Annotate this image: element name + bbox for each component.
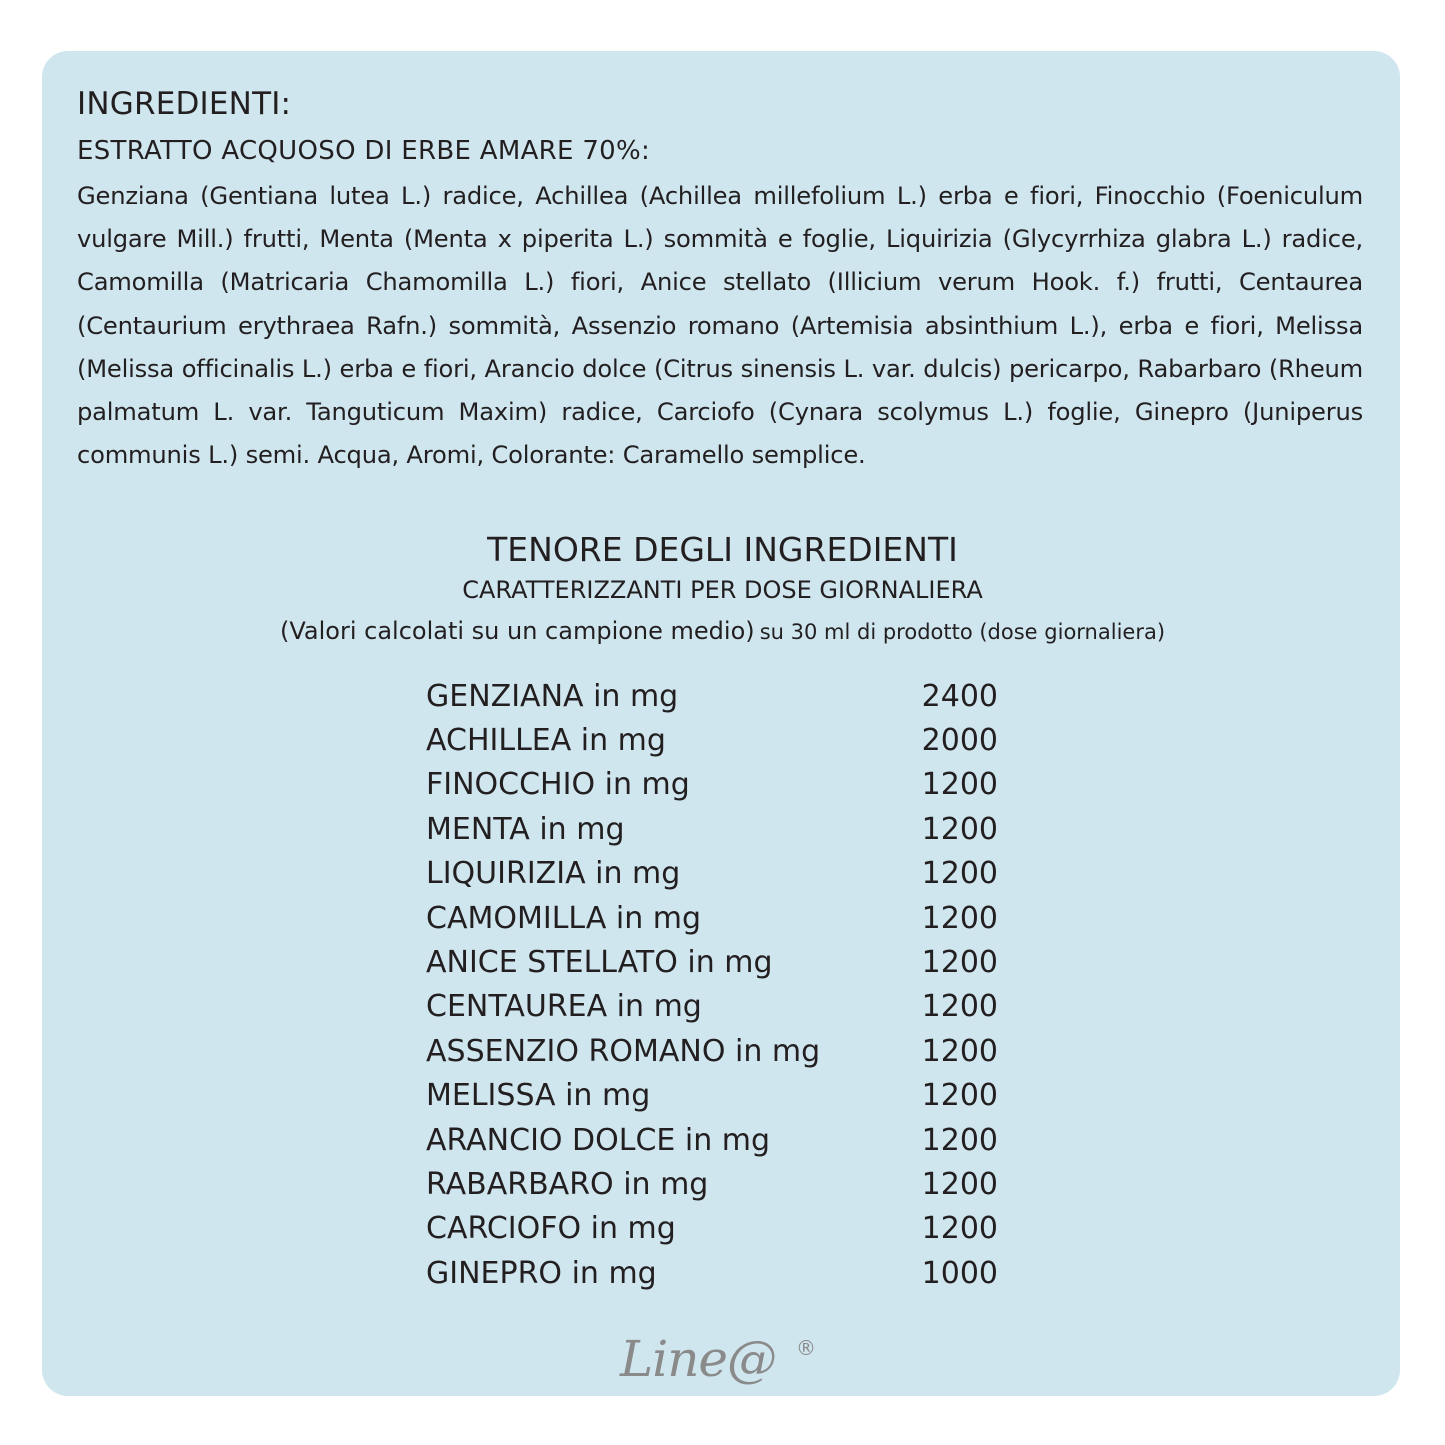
row-name: CARCIOFO in mg xyxy=(426,1211,676,1247)
content-subtitle: CARATTERIZZANTI PER DOSE GIORNALIERA xyxy=(462,576,983,604)
row-name: MELISSA in mg xyxy=(426,1078,651,1114)
table-row xyxy=(426,940,998,984)
row-value: 1200 xyxy=(921,945,998,981)
content-note-main: (Valori calcolati su un campione medio) xyxy=(279,617,755,645)
table-row xyxy=(426,1162,998,1206)
row-name: GENZIANA in mg xyxy=(426,678,679,714)
row-name: MENTA in mg xyxy=(426,811,625,847)
table-row xyxy=(426,807,998,851)
content-note xyxy=(0,617,1445,645)
row-value: 1200 xyxy=(921,767,998,803)
row-name: LIQUIRIZIA in mg xyxy=(426,856,681,892)
row-name: ANICE STELLATO in mg xyxy=(426,945,773,981)
row-value: 2400 xyxy=(921,678,998,714)
row-value: 1200 xyxy=(921,1211,998,1247)
content-note-small: su 30 ml di prodotto (dose giornaliera) xyxy=(759,620,1166,644)
table-row xyxy=(426,1207,998,1251)
ingredients-text: Genziana (Gentiana lutea L.) radice, Achillea (Achillea millefolium L.) erba e fiori, Finocchio (Foeniculum vulgare Mill.) frutti, Menta (Menta x piperita L.) sommità e foglie, Liquirizia (Glycyrrhiza glabra L.) radice, Camomilla (Matricaria Chamomilla L.) fiori, Anice stellato (Illicium verum Hook. f.) frutti, Centaurea (Centaurium erythraea Rafn.) sommità, Assenzio romano (Artemisia absinthium L.), erba e fiori, Melissa (Melissa officinalis L.) erba e fiori, Arancio dolce (Citrus sinensis L. var. dulcis) pericarpo, Rabarbaro (Rheum palmatum L. var. Tanguticum Maxim) radice, Carciofo (Cynara scolymus L.) foglie, Ginepro (Juniperus communis L.) semi. Acqua, Aromi, Colorante: Caramello semplice. xyxy=(77,182,1363,470)
row-name: CENTAUREA in mg xyxy=(426,989,702,1025)
row-value: 1200 xyxy=(921,1166,998,1202)
table-row xyxy=(426,718,998,762)
row-name: ARANCIO DOLCE in mg xyxy=(426,1122,771,1158)
row-value: 1200 xyxy=(921,1122,998,1158)
row-value: 1000 xyxy=(921,1255,998,1291)
row-name: CAMOMILLA in mg xyxy=(426,900,702,936)
table-row xyxy=(426,852,998,896)
table-row xyxy=(426,1029,998,1073)
table-row xyxy=(426,896,998,940)
ingredient-content-table xyxy=(426,674,998,1295)
table-row xyxy=(426,1074,998,1118)
row-value: 1200 xyxy=(921,856,998,892)
table-row xyxy=(426,985,998,1029)
row-name: RABARBARO in mg xyxy=(426,1166,709,1202)
registered-mark: ® xyxy=(796,1336,816,1360)
table-row xyxy=(426,1118,998,1162)
row-name: ASSENZIO ROMANO in mg xyxy=(426,1033,821,1069)
table-row xyxy=(426,763,998,807)
row-value: 2000 xyxy=(921,723,998,759)
brand-logo: Line@ xyxy=(620,1330,776,1388)
ingredients-subheading: ESTRATTO ACQUOSO DI ERBE AMARE 70%: xyxy=(77,136,651,166)
ingredients-heading: INGREDIENTI: xyxy=(77,86,292,122)
row-name: FINOCCHIO in mg xyxy=(426,767,690,803)
row-value: 1200 xyxy=(921,900,998,936)
row-value: 1200 xyxy=(921,1078,998,1114)
row-value: 1200 xyxy=(921,989,998,1025)
row-name: GINEPRO in mg xyxy=(426,1255,657,1291)
row-name: ACHILLEA in mg xyxy=(426,723,666,759)
table-row xyxy=(426,1251,998,1295)
row-value: 1200 xyxy=(921,1033,998,1069)
row-value: 1200 xyxy=(921,811,998,847)
content-title: TENORE DEGLI INGREDIENTI xyxy=(487,530,958,569)
table-row xyxy=(426,674,998,718)
